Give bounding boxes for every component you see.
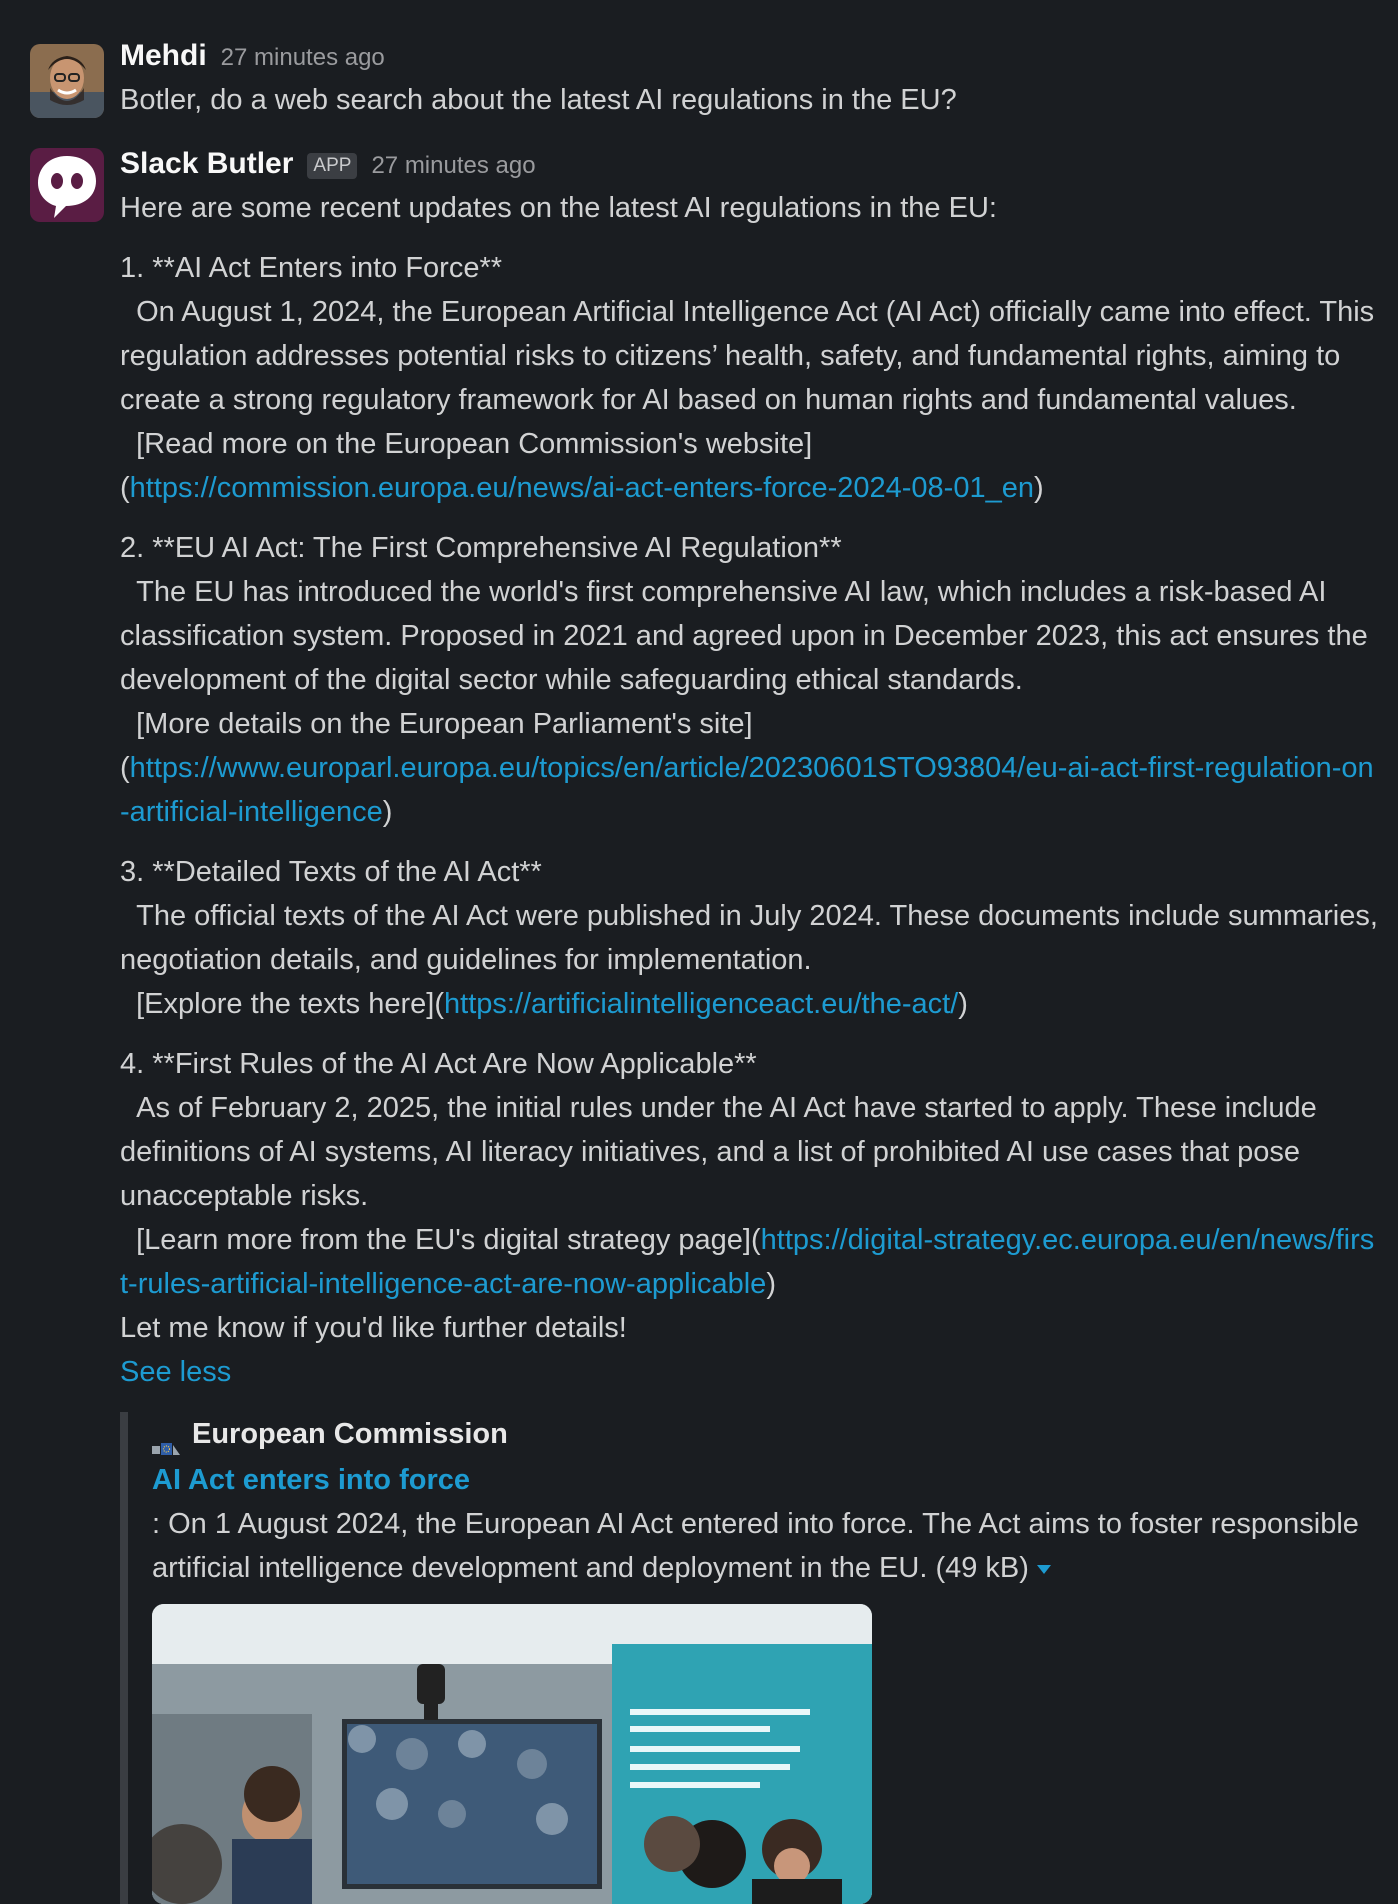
eu-flag-icon xyxy=(152,1426,180,1442)
app-badge: APP xyxy=(307,153,357,179)
closing-text: Let me know if you'd like further details! xyxy=(120,1312,627,1344)
attachment-description xyxy=(152,1502,1378,1590)
paren-open: ( xyxy=(434,988,445,1020)
message-text: Botler, do a web search about the latest AI regulations in the EU? xyxy=(120,84,957,116)
item-link-label: [More details on the European Parliament's site] xyxy=(120,708,753,740)
link-unfurl-attachment xyxy=(120,1412,1378,1904)
attachment-preview-image[interactable] xyxy=(152,1604,872,1904)
paren-open: ( xyxy=(120,752,130,784)
list-item xyxy=(120,246,1383,510)
item-title: 1. **AI Act Enters into Force** xyxy=(120,252,503,284)
item-link[interactable]: https://commission.europa.eu/news/ai-act-enters-force-2024-08-01_en xyxy=(129,472,1034,504)
item-link[interactable]: https://www.europarl.europa.eu/topics/en/article/20230601STO93804/eu-ai-act-first-regulation-on-artificial-intelligence xyxy=(120,752,1374,828)
timestamp[interactable]: 27 minutes ago xyxy=(220,44,385,71)
item-title: 2. **EU AI Act: The First Comprehensive AI Regulation** xyxy=(120,532,842,564)
paren-close: ) xyxy=(382,796,393,828)
list-item xyxy=(120,1042,1378,1306)
sender-name[interactable]: Mehdi xyxy=(120,39,207,72)
attachment-source xyxy=(152,1412,1378,1456)
sender-name[interactable]: Slack Butler xyxy=(120,147,294,180)
item-title: 4. **First Rules of the AI Act Are Now Applicable** xyxy=(120,1048,757,1080)
item-link-label: [Explore the texts here] xyxy=(120,988,435,1020)
bot-avatar[interactable] xyxy=(30,148,104,222)
list-item xyxy=(120,850,1386,1026)
item-link-label: [Read more on the European Commission's website] xyxy=(120,428,813,460)
paren-close: ) xyxy=(1033,472,1044,504)
paren-close: ) xyxy=(958,988,968,1020)
attachment-description-text: : On 1 August 2024, the European AI Act entered into force. The Act aims to foster responsible artificial intelligence development and deployment in the EU. (49 kB) xyxy=(152,1508,1359,1584)
caret-down-icon[interactable] xyxy=(1037,1565,1051,1574)
message-slack-butler xyxy=(30,142,1386,1904)
message-body xyxy=(120,186,1386,1904)
item-link[interactable]: https://artificialintelligenceact.eu/the-act/ xyxy=(444,988,959,1020)
timestamp[interactable]: 27 minutes ago xyxy=(371,152,536,179)
message-mehdi xyxy=(30,34,1378,122)
item-description: The official texts of the AI Act were published in July 2024. These documents include summaries, negotiation details, and guidelines for implementation. xyxy=(120,900,1386,976)
intro-text: Here are some recent updates on the latest AI regulations in the EU: xyxy=(120,192,997,224)
paren-close: ) xyxy=(766,1268,776,1300)
item-description: On August 1, 2024, the European Artificial Intelligence Act (AI Act) officially came into effect. This regulation addresses potential risks to citizens’ health, safety, and fundamental rights, aiming to create a strong regulatory framework for AI based on human rights and fundamental values. xyxy=(120,296,1383,416)
list-item xyxy=(120,526,1378,834)
item-title: 3. **Detailed Texts of the AI Act** xyxy=(120,856,542,888)
item-link[interactable]: https://digital-strategy.ec.europa.eu/en/news/first-rules-artificial-intelligence-act-are-now-applicable xyxy=(120,1224,1375,1300)
item-description: As of February 2, 2025, the initial rules under the AI Act have started to apply. These include definitions of AI systems, AI literacy initiatives, and a list of prohibited AI use cases that pose unacceptable risks. xyxy=(120,1092,1325,1212)
attachment-title-link[interactable]: AI Act enters into force xyxy=(152,1464,470,1496)
item-link-label: [Learn more from the EU's digital strategy page] xyxy=(120,1224,751,1256)
avatar[interactable] xyxy=(30,44,104,118)
attachment-source-name[interactable]: European Commission xyxy=(192,1418,508,1450)
paren-open: ( xyxy=(750,1224,761,1256)
butler-logo-icon xyxy=(30,148,104,222)
paren-open: ( xyxy=(120,472,130,504)
item-description: The EU has introduced the world's first comprehensive AI law, which includes a risk-based AI classification system. Proposed in 2021 and agreed upon in December 2023, this act ensures the development of the digital sector while safeguarding ethical standards. xyxy=(120,576,1376,696)
see-less-link[interactable]: See less xyxy=(120,1356,232,1388)
